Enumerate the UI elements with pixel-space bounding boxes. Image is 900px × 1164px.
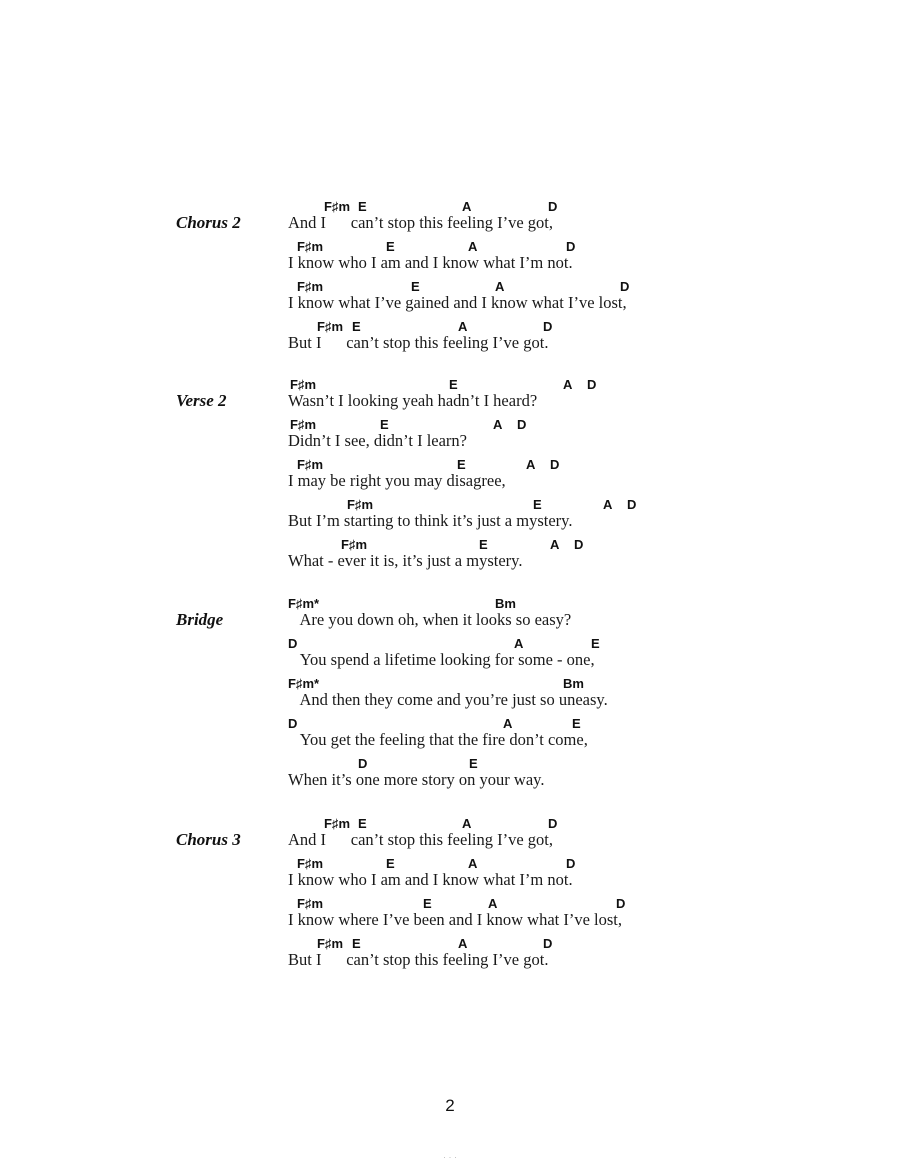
chord-symbol: E [358, 816, 367, 831]
chord-symbol: D [543, 936, 553, 951]
chord-symbol: D [288, 716, 298, 731]
section-label: Chorus 3 [176, 830, 241, 849]
lyric-line: I may be right you may disagree, [288, 471, 506, 490]
chord-symbol: F♯m [324, 199, 350, 214]
section-label: Bridge [176, 610, 224, 629]
chord-symbol: F♯m [324, 816, 350, 831]
lyric-line: But I can’t stop this feeling I’ve got. [288, 333, 549, 352]
chord-symbol: A [495, 279, 505, 294]
chord-symbol: D [548, 199, 558, 214]
lyric-line: And I can’t stop this feeling I’ve got, [288, 830, 554, 849]
lyric-line: And I can’t stop this feeling I’ve got, [288, 213, 554, 232]
lyric-line: I know what I’ve gained and I know what I’ve lost, [288, 293, 627, 312]
chord-symbol: A [462, 816, 472, 831]
chord-symbol: D [574, 537, 584, 552]
chord-symbol: A [603, 497, 613, 512]
lyric-line: I know where I’ve been and I know what I’ve lost, [288, 910, 623, 929]
lyric-line: But I’m starting to think it’s just a mystery. [288, 511, 573, 530]
chord-symbol: D [627, 497, 637, 512]
lyric-line: What - ever it is, it’s just a mystery. [288, 551, 523, 570]
chord-symbol: F♯m* [288, 596, 320, 611]
chord-symbol: D [566, 856, 576, 871]
chord-symbol: A [458, 936, 468, 951]
lyric-line: Wasn’t I looking yeah hadn’t I heard? [288, 391, 538, 410]
chord-symbol: D [517, 417, 527, 432]
lyric-line: You spend a lifetime looking for some - one, [288, 650, 595, 669]
chord-symbol: A [550, 537, 560, 552]
chord-symbol: F♯m [341, 537, 367, 552]
lyric-line: And then they come and you’re just so uneasy. [288, 690, 608, 709]
chord-symbol: A [458, 319, 468, 334]
chord-symbol: D [620, 279, 630, 294]
chord-symbol: F♯m* [288, 676, 320, 691]
chord-symbol: A [468, 856, 478, 871]
lyric-line: I know who I am and I know what I’m not. [288, 253, 573, 272]
chord-symbol: D [548, 816, 558, 831]
chord-symbol: A [488, 896, 498, 911]
lyric-line: I know who I am and I know what I’m not. [288, 870, 573, 889]
chord-symbol: F♯m [297, 279, 323, 294]
chord-symbol: D [358, 756, 368, 771]
chord-symbol: F♯m [297, 896, 323, 911]
page-number: 2 [445, 1096, 455, 1115]
chord-symbol: E [358, 199, 367, 214]
chord-symbol: A [493, 417, 503, 432]
chord-symbol: E [411, 279, 420, 294]
chord-symbol: F♯m [297, 856, 323, 871]
chord-symbol: E [572, 716, 581, 731]
chord-symbol: F♯m [290, 377, 316, 392]
lyric-line: You get the feeling that the fire don’t come, [288, 730, 588, 749]
lyric-line: When it’s one more story on your way. [288, 770, 545, 789]
chord-symbol: F♯m [347, 497, 373, 512]
chord-symbol: F♯m [297, 457, 323, 472]
chord-symbol: E [457, 457, 466, 472]
footer-mark: · · · [443, 1152, 457, 1162]
lyric-line: Didn’t I see, didn’t I learn? [288, 431, 468, 450]
chord-symbol: E [479, 537, 488, 552]
chord-symbol: F♯m [317, 319, 343, 334]
section-label: Verse 2 [176, 391, 227, 410]
chord-symbol: D [566, 239, 576, 254]
chord-symbol: E [533, 497, 542, 512]
chord-symbol: D [288, 636, 298, 651]
chord-symbol: A [468, 239, 478, 254]
chord-symbol: D [616, 896, 626, 911]
chord-symbol: Bm [495, 596, 516, 611]
lyric-line: But I can’t stop this feeling I’ve got. [288, 950, 549, 969]
chord-symbol: A [514, 636, 524, 651]
chord-symbol: E [380, 417, 389, 432]
chord-symbol: F♯m [317, 936, 343, 951]
chord-symbol: A [462, 199, 472, 214]
chord-symbol: E [386, 239, 395, 254]
lyric-line: Are you down oh, when it looks so easy? [288, 610, 572, 629]
chord-symbol: A [526, 457, 536, 472]
chord-symbol: A [503, 716, 513, 731]
section-label: Chorus 2 [176, 213, 241, 232]
chord-symbol: F♯m [290, 417, 316, 432]
chord-symbol: E [386, 856, 395, 871]
chord-symbol: E [449, 377, 458, 392]
chord-symbol: Bm [563, 676, 584, 691]
chord-symbol: E [352, 936, 361, 951]
chord-symbol: E [423, 896, 432, 911]
chord-symbol: D [550, 457, 560, 472]
chord-symbol: F♯m [297, 239, 323, 254]
chord-symbol: E [469, 756, 478, 771]
chord-symbol: E [352, 319, 361, 334]
chord-symbol: D [587, 377, 597, 392]
chord-symbol: A [563, 377, 573, 392]
chord-symbol: D [543, 319, 553, 334]
chord-symbol: E [591, 636, 600, 651]
